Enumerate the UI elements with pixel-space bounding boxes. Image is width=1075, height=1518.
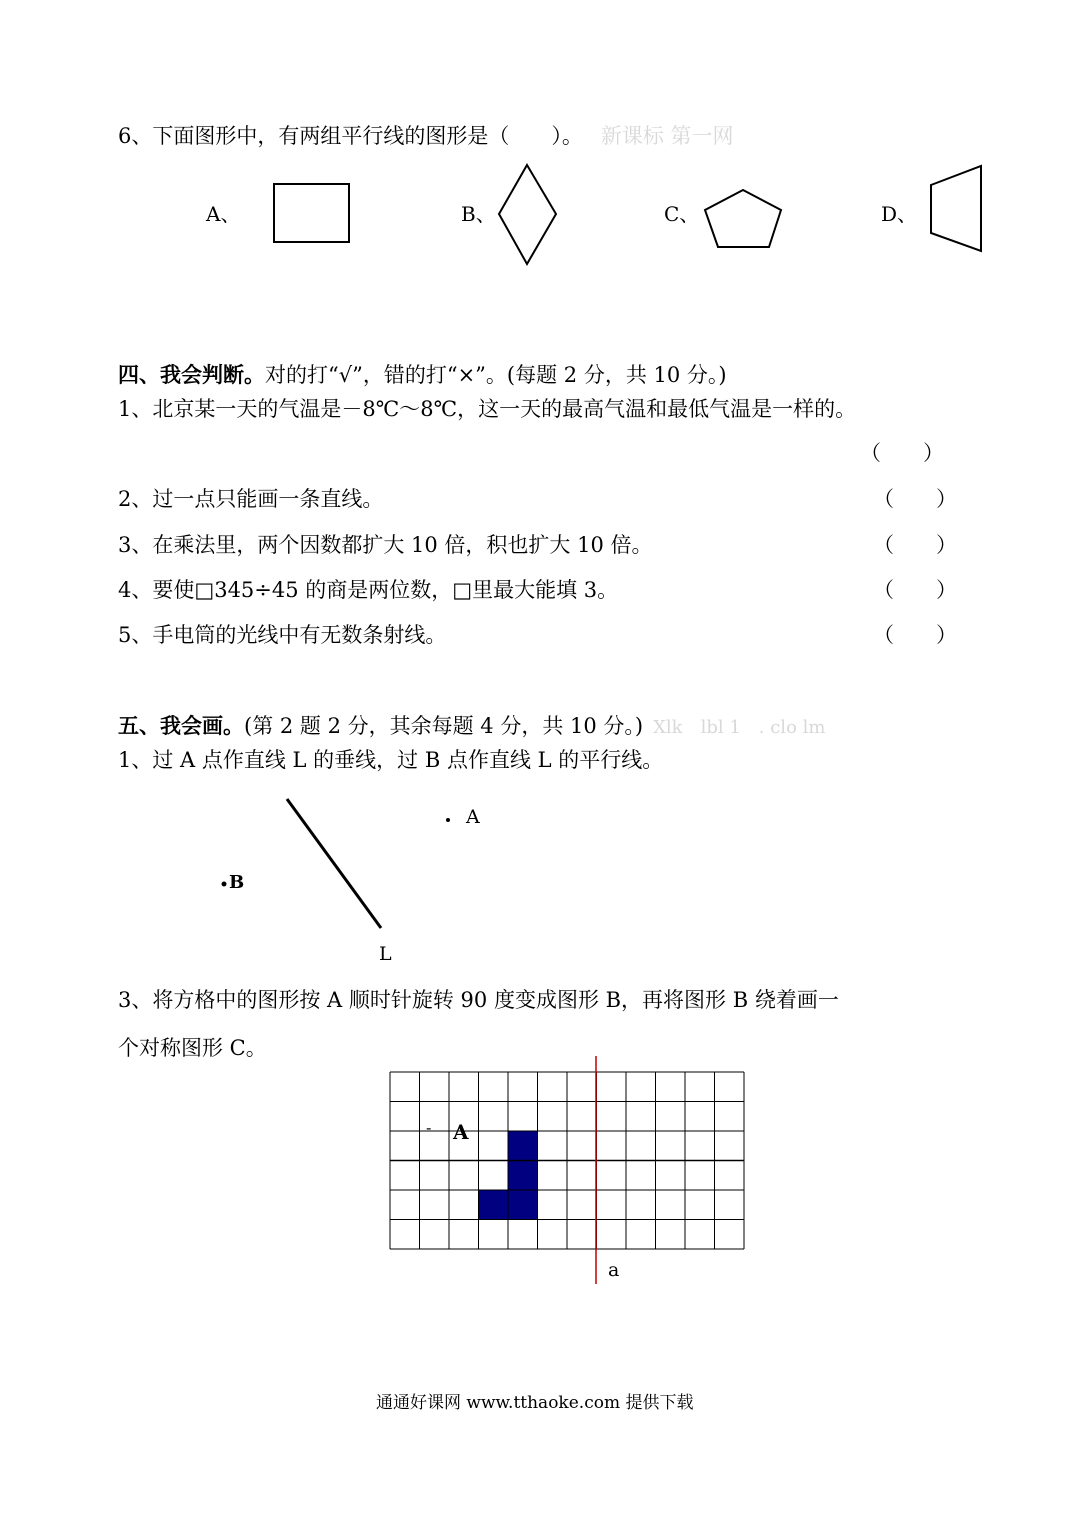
judge-item-2: 2、过一点只能画一条直线。 [118, 487, 384, 511]
section5-title: 五、我会画。 [118, 713, 244, 738]
answer-blank-1[interactable]: （ ） [860, 441, 944, 465]
section5-instructions: (第 2 题 2 分，其余每题 4 分，共 10 分。) [244, 714, 644, 738]
grid-dash: - [426, 1118, 432, 1137]
line-l [287, 799, 381, 928]
answer-blank-3[interactable]: （ ） [873, 533, 957, 557]
option-a-label: A、 [206, 202, 241, 226]
watermark-2: Xlk lbl 1 . clo lm [653, 717, 826, 738]
axis-label-a: a [608, 1259, 620, 1281]
draw-item-3-line1: 3、将方格中的图形按 A 顺时针旋转 90 度变成图形 B，再将图形 B 绕着画一 [118, 988, 839, 1012]
filled-cell [508, 1190, 538, 1220]
point-b-label: B [229, 872, 245, 893]
grid-label-a: A [453, 1120, 469, 1144]
filled-cell [508, 1161, 538, 1191]
point-a-label: A [466, 806, 480, 828]
filled-cell [479, 1190, 509, 1220]
point-a-dot [446, 818, 450, 822]
option-d-label: D、 [881, 202, 918, 226]
line-l-label: L [379, 943, 392, 965]
watermark: 新课标 第一网 [600, 124, 734, 148]
section4-instructions: 对的打“√”，错的打“×”。(每题 2 分，共 10 分。) [265, 363, 727, 387]
answer-blank-2[interactable]: （ ） [873, 487, 957, 511]
filled-cell [508, 1131, 538, 1161]
q6-question: 6、下面图形中，有两组平行线的图形是（ ）。 新课标 第一网 [118, 124, 734, 148]
section4-title: 四、我会判断。 [118, 362, 265, 387]
judge-item-1: 1、北京某一天的气温是－8℃～8℃，这一天的最高气温和最低气温是一样的。 [118, 397, 857, 421]
draw-item-3-line2: 个对称图形 C。 [118, 1036, 267, 1060]
judge-item-3: 3、在乘法里，两个因数都扩大 10 倍，积也扩大 10 倍。 [118, 533, 653, 557]
option-b-label: B、 [461, 202, 496, 226]
rotation-grid [388, 1070, 748, 1252]
option-c-label: C、 [664, 202, 700, 226]
symmetry-axis [594, 1056, 598, 1284]
judge-item-5: 5、手电筒的光线中有无数条射线。 [118, 623, 447, 647]
answer-blank-4[interactable]: （ ） [873, 578, 957, 602]
point-b-dot [222, 882, 227, 887]
page-footer: 通通好课网 www.tthaoke.com 提供下载 [376, 1393, 694, 1413]
draw-item-1: 1、过 A 点作直线 L 的垂线，过 B 点作直线 L 的平行线。 [118, 748, 664, 772]
judge-item-4: 4、要使□345÷45 的商是两位数，□里最大能填 3。 [118, 578, 619, 602]
answer-blank-5[interactable]: （ ） [873, 623, 957, 647]
